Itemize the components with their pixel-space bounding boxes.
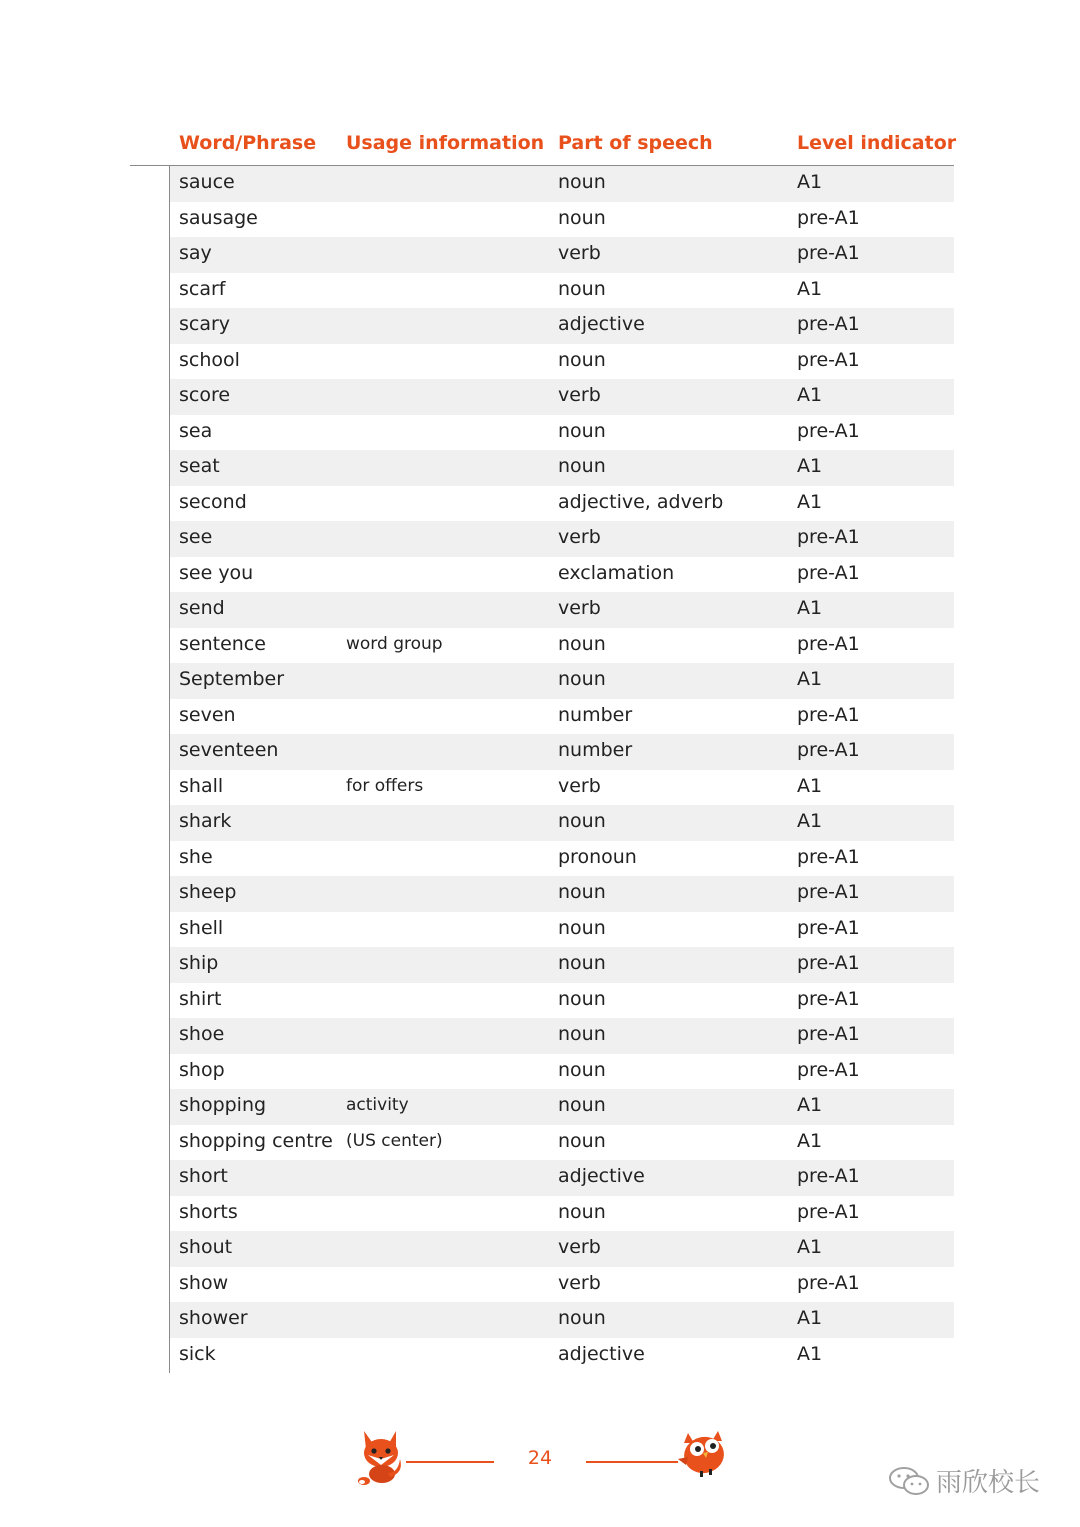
table-row — [170, 1338, 954, 1374]
cell-pos: noun — [558, 455, 606, 477]
cell-pos: noun — [558, 916, 606, 939]
cell-level: pre-A1 — [797, 703, 860, 726]
cell-pos: adjective, adverb — [558, 490, 724, 513]
cell-pos: noun — [558, 1058, 606, 1081]
cell-word: shall — [179, 774, 224, 797]
cell-pos: noun — [558, 668, 606, 690]
table-row — [170, 663, 954, 699]
table-row — [170, 308, 954, 344]
cell-pos: verb — [558, 597, 601, 619]
cell-level: A1 — [797, 171, 823, 193]
cell-word: seven — [179, 703, 236, 726]
cell-level: A1 — [797, 1342, 823, 1365]
cell-pos: verb — [558, 774, 601, 797]
table-row — [170, 1267, 954, 1303]
cell-pos: noun — [558, 952, 606, 974]
cell-level: A1 — [797, 455, 823, 477]
table-row — [170, 1018, 954, 1054]
cell-pos: verb — [558, 526, 601, 548]
table-row — [170, 805, 954, 841]
table-row — [170, 344, 954, 380]
header-pos: Part of speech — [558, 132, 713, 154]
cell-level: pre-A1 — [797, 916, 860, 939]
cell-word: sea — [179, 419, 213, 442]
cell-word: sick — [179, 1342, 216, 1365]
owl-icon — [676, 1429, 728, 1479]
cell-level: pre-A1 — [797, 845, 860, 868]
cell-pos: pronoun — [558, 845, 637, 868]
cell-word: say — [179, 242, 212, 264]
cell-word: send — [179, 597, 225, 619]
cell-word: shopping — [179, 1094, 267, 1116]
cell-pos: noun — [558, 1200, 606, 1223]
cell-usage: (US center) — [346, 1130, 443, 1151]
cell-word: shout — [179, 1236, 233, 1258]
cell-pos: noun — [558, 1094, 606, 1116]
cell-word: shoe — [179, 1023, 225, 1045]
cell-word: school — [179, 348, 240, 371]
watermark-text: 雨欣校长 — [936, 1468, 1041, 1498]
cell-level: pre-A1 — [797, 526, 860, 548]
cell-pos: adjective — [558, 313, 645, 335]
cell-word: short — [179, 1165, 228, 1187]
cell-word: score — [179, 384, 231, 406]
cell-word: seventeen — [179, 739, 279, 761]
header-level: Level indicator — [797, 132, 957, 154]
table-row — [170, 1125, 954, 1161]
cell-level: pre-A1 — [797, 952, 860, 974]
cell-word: show — [179, 1271, 229, 1294]
table-row — [170, 202, 954, 238]
cell-pos: noun — [558, 277, 606, 300]
table-row — [170, 734, 954, 770]
cell-pos: noun — [558, 987, 606, 1010]
cell-level: pre-A1 — [797, 1165, 860, 1187]
cell-level: pre-A1 — [797, 419, 860, 442]
cell-word: scary — [179, 313, 231, 335]
cell-level: pre-A1 — [797, 242, 860, 264]
cell-word: shorts — [179, 1200, 238, 1223]
cell-word: shirt — [179, 987, 222, 1010]
cell-level: pre-A1 — [797, 313, 860, 335]
cell-pos: noun — [558, 348, 606, 371]
table-row — [170, 876, 954, 912]
cell-level: A1 — [797, 277, 823, 300]
table-row — [170, 1302, 954, 1338]
cell-word: second — [179, 490, 247, 513]
cell-level: pre-A1 — [797, 1200, 860, 1223]
table-row — [170, 770, 954, 806]
cell-word: sheep — [179, 881, 237, 903]
table-row — [170, 1231, 954, 1267]
cell-level: A1 — [797, 384, 823, 406]
cell-pos: adjective — [558, 1342, 645, 1365]
cell-word: shell — [179, 916, 224, 939]
table-row — [170, 947, 954, 983]
cell-level: pre-A1 — [797, 561, 860, 584]
cell-usage: word group — [346, 633, 443, 654]
cell-word: seat — [179, 455, 220, 477]
cell-word: shop — [179, 1058, 225, 1081]
cell-pos: noun — [558, 171, 606, 193]
table-row — [170, 166, 954, 202]
table-row — [170, 628, 954, 664]
cell-level: pre-A1 — [797, 881, 860, 903]
cell-pos: noun — [558, 810, 606, 832]
cell-level: pre-A1 — [797, 206, 860, 229]
cell-pos: noun — [558, 419, 606, 442]
cell-word: see — [179, 526, 213, 548]
cell-level: A1 — [797, 1129, 823, 1152]
cell-pos: verb — [558, 1236, 601, 1258]
cell-level: A1 — [797, 668, 823, 690]
cell-level: pre-A1 — [797, 632, 860, 655]
cell-level: pre-A1 — [797, 1271, 860, 1294]
table-row — [170, 1054, 954, 1090]
table-row — [170, 557, 954, 593]
cell-level: A1 — [797, 774, 823, 797]
cell-level: A1 — [797, 1307, 823, 1329]
cell-usage: activity — [346, 1095, 409, 1115]
cell-level: pre-A1 — [797, 348, 860, 371]
cell-pos: noun — [558, 1307, 606, 1329]
header-word: Word/Phrase — [179, 132, 317, 154]
cell-pos: number — [558, 739, 633, 761]
cell-level: pre-A1 — [797, 987, 860, 1010]
cell-pos: adjective — [558, 1165, 645, 1187]
cell-level: pre-A1 — [797, 1023, 860, 1045]
cell-pos: verb — [558, 242, 601, 264]
table-row — [170, 450, 954, 486]
table-row — [170, 699, 954, 735]
cell-word: sausage — [179, 206, 258, 229]
table-row — [170, 592, 954, 628]
page-number: 24 — [527, 1447, 553, 1469]
cell-word: scarf — [179, 277, 226, 300]
vocabulary-table — [170, 166, 954, 1373]
table-row — [170, 273, 954, 309]
table-row — [170, 1160, 954, 1196]
cell-pos: noun — [558, 206, 606, 229]
cell-pos: verb — [558, 384, 601, 406]
table-row — [170, 983, 954, 1019]
cell-word: sauce — [179, 171, 235, 193]
cell-level: A1 — [797, 597, 823, 619]
table-row — [170, 912, 954, 948]
cell-word: shark — [179, 810, 232, 832]
cell-word: shower — [179, 1307, 248, 1329]
table-header — [0, 132, 1080, 162]
table-row — [170, 379, 954, 415]
cell-word: she — [179, 845, 213, 868]
table-row — [170, 486, 954, 522]
cell-word: ship — [179, 952, 219, 974]
cell-pos: exclamation — [558, 561, 675, 584]
header-usage: Usage information — [346, 132, 545, 154]
cell-level: A1 — [797, 490, 823, 513]
cell-word: see you — [179, 561, 254, 584]
cell-pos: verb — [558, 1271, 601, 1294]
table-row — [170, 1196, 954, 1232]
cell-pos: noun — [558, 881, 606, 903]
cell-level: A1 — [797, 1236, 823, 1258]
table-row — [170, 237, 954, 273]
cell-usage: for offers — [346, 775, 424, 796]
cell-level: A1 — [797, 1094, 823, 1116]
cell-word: September — [179, 668, 285, 690]
cell-word: sentence — [179, 632, 266, 655]
cell-word: shopping centre — [179, 1129, 333, 1152]
table-row — [170, 521, 954, 557]
cell-level: pre-A1 — [797, 1058, 860, 1081]
footer-line-left — [406, 1461, 494, 1463]
cell-level: A1 — [797, 810, 823, 832]
cell-level: pre-A1 — [797, 739, 860, 761]
footer-line-right — [586, 1461, 678, 1463]
cell-pos: noun — [558, 1129, 606, 1152]
table-row — [170, 415, 954, 451]
table-row — [170, 1089, 954, 1125]
wechat-icon — [888, 1466, 932, 1496]
cell-pos: number — [558, 703, 633, 726]
cell-pos: noun — [558, 1023, 606, 1045]
table-row — [170, 841, 954, 877]
fox-icon — [358, 1429, 406, 1485]
cell-pos: noun — [558, 632, 606, 655]
